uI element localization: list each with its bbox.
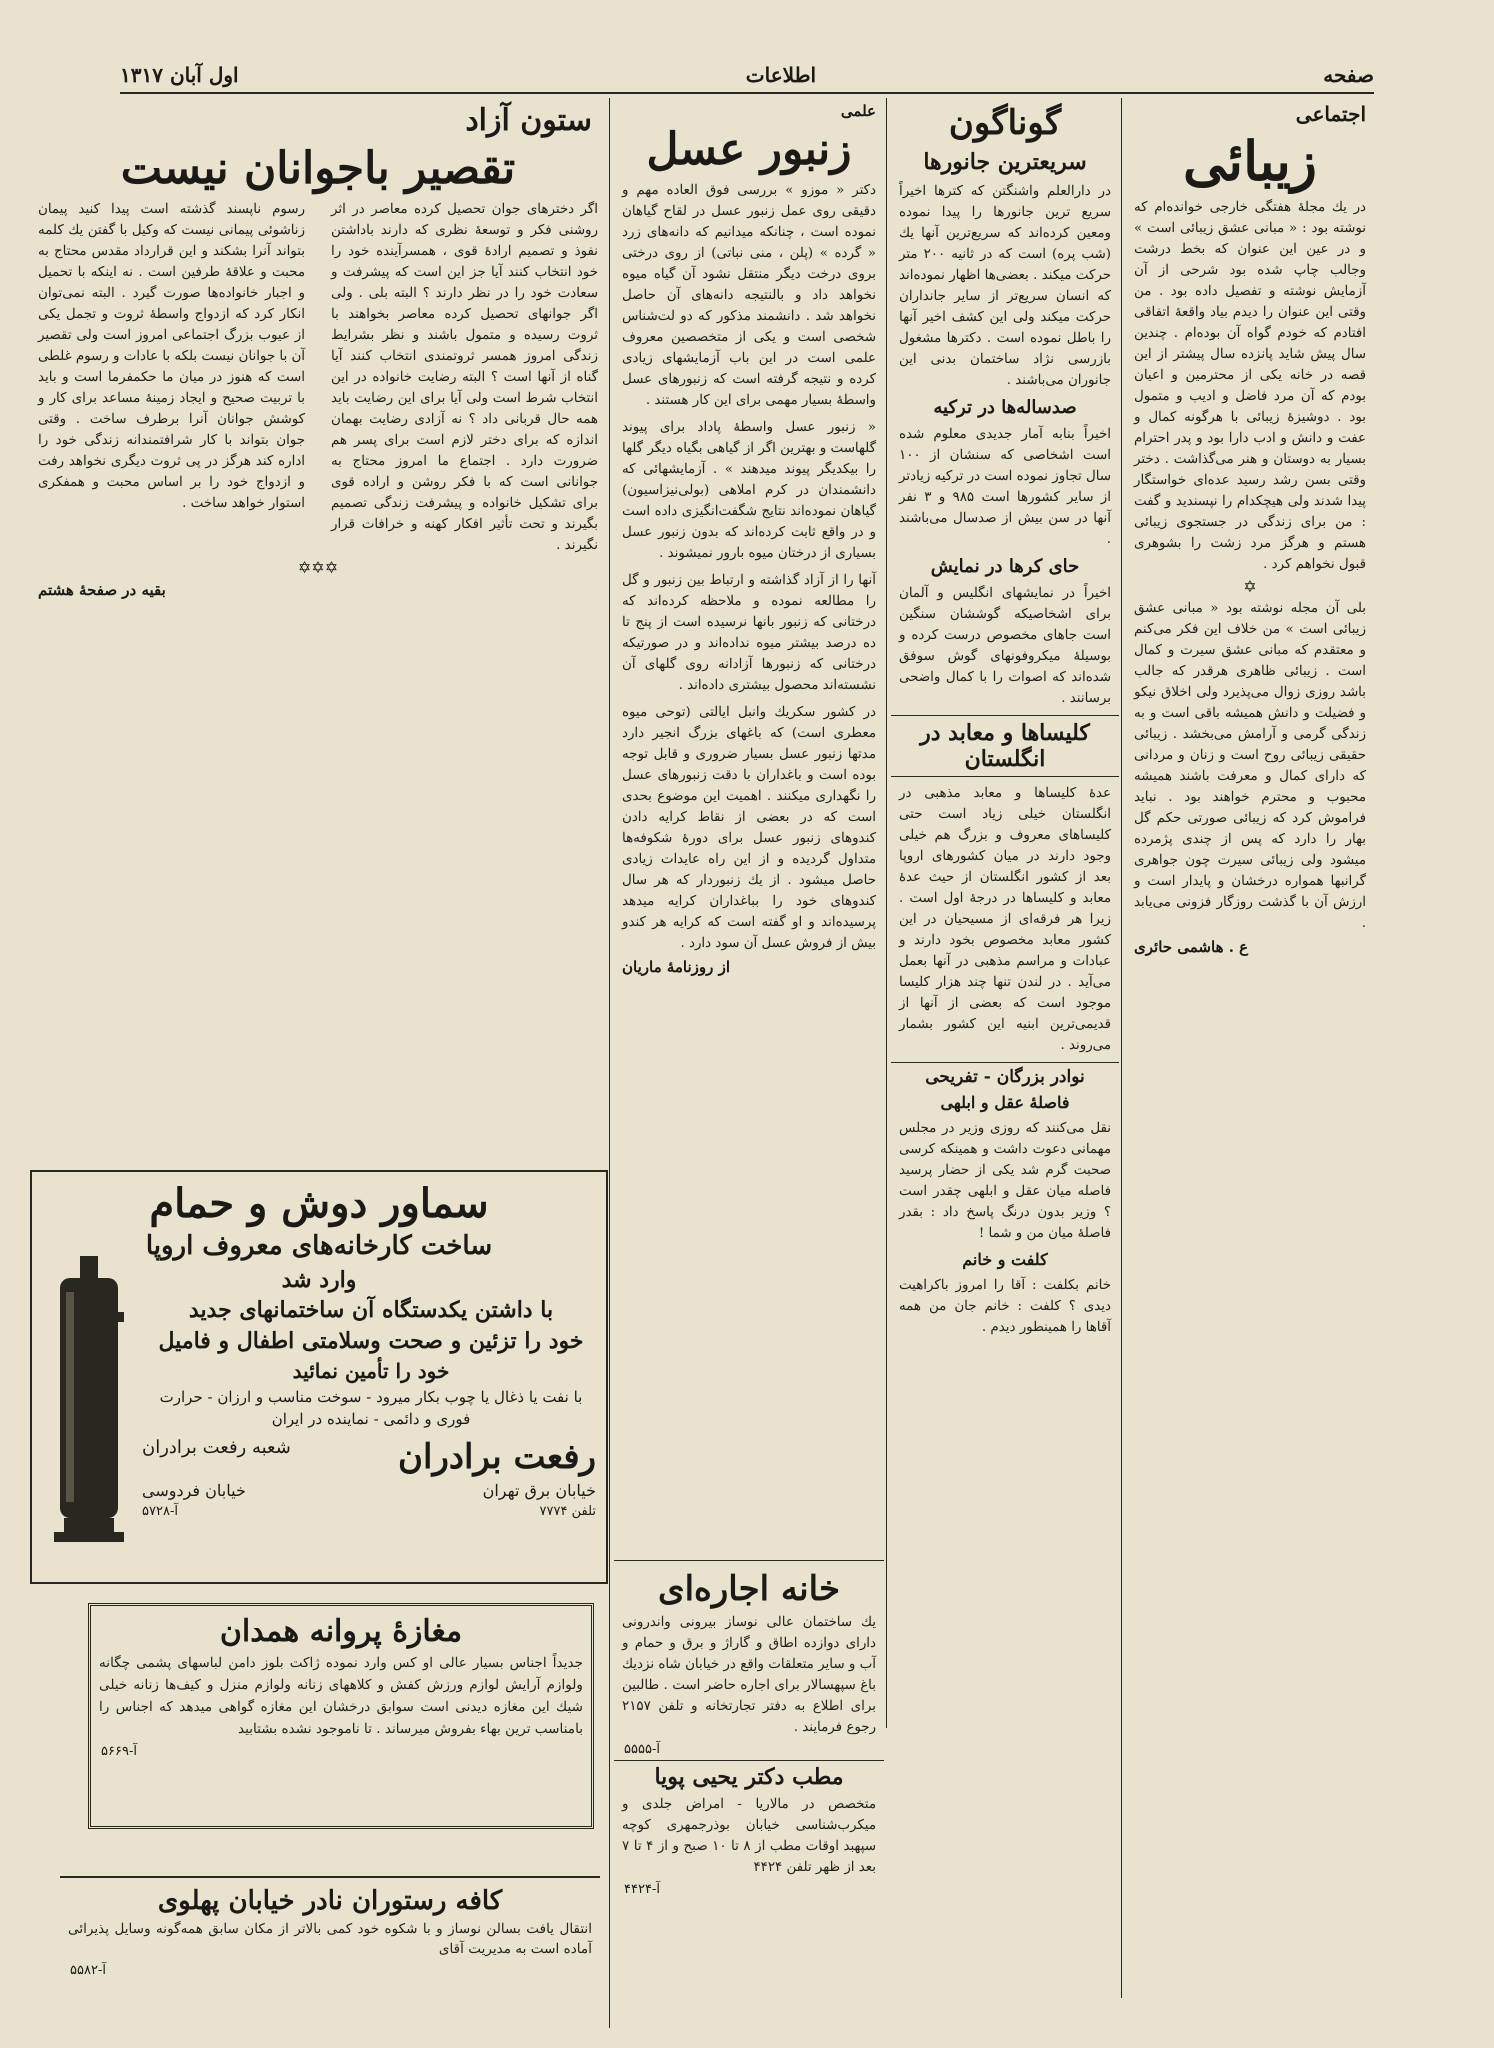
article-title: زنبور عسل: [646, 124, 852, 175]
article-body: عدهٔ كلیساها و معابد مذهبی در انگلستان خیلی زیاد است حتی كلیساهای معروف و بزرگ هم خیلی وجود دارند در میان كشورهای اروپا بعد از كشور انگلستان از حیث عدهٔ معابد و كلیساها در درجهٔ اول است . زیرا هر فرقه‌ای از مسیحیان در این كشور معابد مخصوص بخود دارند و عبادات و مراسم مذهبی در آنها بعمل می‌آید . در لندن تنها چند هزار كلیسا موجود است كه بعضی از آنها از قدیمی‌ترین ابنیه این كشور بشمار می‌روند .: [899, 786, 1111, 1054]
ad-code: آ-۵۶۶۹: [101, 1744, 137, 1759]
article-body: « زنبور عسل واسطهٔ پاداد برای پیوند گلهاست و بهترین اگر از گیاهی بگیاه دیگر گلها را بیكدیگر پیوند میدهند » . آزمایشهائی كه دانشمندان در كرم املاهی (بولی‌نیزاسیون) گیاهان نموده‌اند نتایج شگفت‌انگیزی داده است و در واقع ثابت كرده‌اند كه بدون زنبور عسل بسیاری از درختان میوه بارور نمیشوند .: [622, 420, 876, 562]
ad-line: خود را تأمین نمائید: [292, 1358, 450, 1383]
subheading: صدساله‌ها در تركیه: [933, 397, 1077, 419]
ad-clinic: [614, 1760, 884, 1897]
column-science: [614, 98, 884, 1568]
ornament: ✡: [1243, 577, 1257, 597]
page-label: صفحه: [1323, 63, 1374, 87]
address: خیابان برق تهران: [482, 1480, 596, 1500]
continued-note: بقیه در صفحهٔ هشتم: [38, 580, 166, 599]
article-body: اخیراً بنابه آمار جدیدی معلوم شده است اشخاصی كه سنشان از ۱۰۰ سال تجاوز نموده است در تركیه زیادتر از سایر كشورها است ۹۸۵ و ۳ نفر آنها در سن بیش از صدسال می‌باشند .: [899, 427, 1111, 548]
brand-name: رفعت برادران: [398, 1436, 596, 1477]
article-title: سریعترین جانورها: [923, 149, 1087, 176]
article-body: نقل می‌كنند كه روزی وزیر در مجلس مهمانی دعوت داشت و همینكه كرسی صحبت گرم شد یكی از حضار پرسید فاصله میان عقل و ابلهی چقدر است ؟ وزیر بدون درنگ پاسخ داد : بقدر فاصلهٔ میان من و شما !: [899, 1121, 1111, 1242]
ad-cafe: [60, 1876, 600, 1988]
article-body: بلی آن مجله نوشته بود « مبانی عشق زیبائی است » من خلاف این فكر می‌كنم و معتقدم كه مبانی عشق سیرت و كمال است . زیبائی ظاهری هرقدر كه جالب باشد روزی زوال می‌پذیرد ولی اخلاق نیكو و فضیلت و دانش همیشه باقی است و به زندگی گرمی و آرامش می‌بخشد . زیبائی حقیقی زیبائی روح است و زنان و مردانی كه دارای كمال و معرفت باشند همیشه محبوب و محترم خواهند بود . نباید فراموش كرد كه زیبائی صورتی حكم گل بهار را دارد كه پس از چندی پژمرده میشود ولی زیبائی سیرت چون جواهری گرانبها همواره درخشان و پایدار است و ارزش آن با گذشت روزگار فزونی می‌یابد .: [1134, 601, 1366, 932]
branch-name: شعبه رفعت برادران: [142, 1436, 291, 1458]
ad-body: جدیداً اجناس بسیار عالی او كس وارد نموده ژاكت بلوز دامن لباسهای پشمی چگانه ولوازم آرایش لوازم ورزش كفش و كلاههای زنانه ولوازم منزل و كیف‌ها زنانه خیلی شیك این مغازه دیدنی است سوابق درخشان این مغازه گواهی میدهد كه اجناس را بامناسب ترین بهاء بفروش میرساند . تا ناموجود نشده بشتابید: [99, 1655, 583, 1737]
article-title: زیبائی: [1183, 129, 1317, 193]
subheading: كلیساها و معابد در انگلستان: [891, 715, 1119, 777]
ad-headline: خانه اجاره‌ای: [657, 1569, 841, 1609]
article-body-right: اگر دخترهای جوان تحصیل كرده معاصر در اثر روشنی فكر و توسعهٔ نظری كه دارند باداشتن نفوذ و تصمیم ارادهٔ قوی ، همسرآینده خود را خود انتخاب كنند آیا جز این است كه پیشرفت و سعادت خود را در نظر دارند ؟ البته بلی . ولی اگر جوانهای تحصیل كرده معاصر بخواهند با ثروت رسیده و متمول باشند و نظر بشرایط زندگی امروز همسر ثروتمندی انتخاب كنند آیا گناه از آنها است ؟ البته رضایت خانواده در این انتخاب شرط است ولی آیا برای این رضایت باید همه حال قربانی داد ؟ نه آزادی رضایت بهمان اندازه كه برای دختر لازم است برای پسر هم ضرورت دارد . اجتماع ما امروز محتاج به جوانانی است كه با فكر روشن و اراده قوی برای تشكیل خانواده و پیشرفت زندگی تصمیم بگیرند و تحت تأثیر افكار كهنه و خرافات قرار نگیرند .: [331, 201, 598, 553]
ad-house-rent: [614, 1560, 884, 1757]
ad-code: آ-۵۵۸۲: [70, 1963, 106, 1979]
section-kicker: ستون آزاد: [465, 103, 592, 138]
ad-code: آ-۵۵۵۵: [624, 1741, 660, 1757]
ad-headline: كافه رستوران نادر خیابان پهلوی: [157, 1886, 503, 1916]
ornament: ✡✡✡: [297, 557, 339, 577]
section-kicker: اجتماعی: [1295, 102, 1366, 126]
column-social: [1126, 98, 1374, 1998]
ad-line: خود را تزئین و صحت وسلامتی اطفال و فامیل: [158, 1327, 584, 1354]
source-note: از روزنامهٔ ماریان: [622, 958, 731, 977]
ad-subheadline: ساخت كارخانه‌های معروف اروپا: [145, 1231, 493, 1261]
ad-store: [88, 1603, 594, 1829]
ad-body: یك ساختمان عالی نوساز بیرونی واندرونی دارای دوازده اطاق و گاراژ و برق و حمام و آب و سایر متعلقات واقع در خیابان شاه نزدیك باغ سپهسالار برای اجاره حاضر است . طالبین برای اطلاع به دفتر تجارتخانه و تلفن ۲۱۵۷ رجوع فرمایند .: [622, 1614, 876, 1735]
ad-samovar: [30, 1170, 608, 1584]
column-rule: [886, 98, 887, 1728]
ad-contact-row: [142, 1504, 596, 1519]
ad-details: با نفت یا ذغال یا چوب بكار میرود - سوخت مناسب و ارزان - حرارت فوری و دائمی - نماینده در ایران: [159, 1387, 583, 1429]
article-body: در كشور سكریك وانبل ایالتی (توحی میوه معطری است) كه باغهای بزرگ انجیر دارد مدتها زنبور عسل بسیار ضروری و قابل توجه بوده است و باغداران با دقت زنبورهای عسل را نگهداری میكنند . اهمیت این موضوع بحدی است كه در بعضی از نقاط كرایه دادن كندوهای زنبور عسل برای دورهٔ شكوفه‌ها متداول گردیده و از این راه عایدات زیادی حاصل میشود . از یك زنبوردار كه هر سال كندوهای خود را بباغداران كرایه میدهد پرسیده‌اند و او گفته است كه كرایه هر كندو بیش از فروش عسل آن سود دارد .: [622, 705, 876, 952]
ad-code: آ-۴۴۲۴: [624, 1881, 660, 1897]
ad-address-row: [142, 1481, 596, 1500]
subheading: فاصلهٔ عقل و ابلهی: [940, 1093, 1070, 1113]
column-rule: [1121, 98, 1122, 1998]
ad-code: آ-۵۷۲۸: [142, 1503, 178, 1519]
column-free: [30, 98, 606, 1168]
paper-name: اطلاعات: [745, 63, 817, 87]
masthead: [120, 58, 1374, 94]
samovar-illustration: [50, 1252, 128, 1552]
article-body: در دارالعلم واشنگتن كه كترها اخیراً سریع ترین جانورها را پیدا نموده ومعین كرده‌اند كه سریع‌ترین آنها یك (شب پره) است كه در ثانیه ۲۰۰ متر حركت میكند . بعضی‌ها اظهار نموده‌اند كه انسان سریع‌تر از سایر جانداران حركت میكند ولی این كشف اخیر آنها را باطل نموده است . دكترها مشغول بازرسی نژاد ساختمان بدنی این جانوران می‌باشند .: [899, 184, 1111, 389]
ad-line: با داشتن یكدستگاه آن ساختمانهای جدید: [188, 1297, 554, 1324]
article-body: دكتر « موزو » بررسی فوق العاده مهم و دقیقی روی عمل زنبور عسل در لقاح گیاهان نموده است ، چنانكه میدانیم كه دانه‌های زرد « گرده » (پلن ، منی نباتی) از روی درختی بروی درخت دیگر منتقل نشود آن گیاه میوه نخواهد داد و بالنتیجه دانه‌های آن حاصل نخواهد شد . دانشمند مذكور كه دو لت‌شناس شخصی است و یكی از متخصصین معروف علمی است در این باب آزمایشهای زیادی كرده و نتیجه گرفته است كه زنبورهای عسل واسطهٔ بسیار مهمی برای این كار هستند .: [622, 183, 876, 409]
ad-headline: مغازهٔ پروانه همدان: [219, 1614, 463, 1649]
subheading: كلفت و خانم: [962, 1250, 1048, 1270]
ad-body: متخصص در مالاریا - امراض جلدی و میكرب‌شناسی خیابان بوذرجمهری كوچه سپهبد اوقات مطب از ۸ تا ۱۰ صبح و از ۴ تا ۷ بعد از ظهر تلفن ۴۴۲۴: [622, 1796, 876, 1875]
column-rule: [609, 98, 610, 2028]
issue-date: اول آبان ۱۳۱۷: [120, 63, 239, 87]
article-body: اخیراً در نمایشهای انگلیس و آلمان برای اشخاصیكه گوششان سنگین است جاهای مخصوص درست كرده و بوسیلهٔ میكروفونهای گوش سوفق شده‌اند كه اصوات را با كمال واضحی برسانند .: [899, 586, 1111, 707]
author-signature: ع . هاشمی حائری: [1134, 938, 1249, 957]
article-body: آنها را از آزاد گذاشته و ارتباط بین زنبور و گل را مطالعه نموده و ملاحظه كرده‌اند كه درختانی كه زنبور بانها نرسیده است از پنج تا ده درصد بیشتر میوه نداده‌اند و در صورتیكه درختانی كه زنبورها آزادانه روی گلهای آن نشسته‌اند محصول بیشتری داده‌اند .: [622, 573, 876, 694]
article-body: خانم بكلفت : آقا را امروز باكراهیت دیدی ؟ كلفت : خانم جان من همه آقاها را همینطور دیدم .: [899, 1278, 1111, 1336]
address: خیابان فردوسی: [142, 1480, 246, 1500]
subheading: نوادر بزرگان - تفریحی: [891, 1062, 1119, 1087]
ad-body: انتقال یافت بسالن نوساز و با شكوه خود كمی بالاتر از مكان سابق همه‌گونه وسایل پذیرائی آماده است به مدیریت آقای: [68, 1921, 592, 1958]
two-column-body: [30, 199, 606, 556]
ad-headline: مطب دكتر یحیی پویا: [654, 1764, 844, 1790]
section-kicker: علمی: [840, 102, 876, 120]
ad-brand-row: [142, 1437, 596, 1477]
section-kicker: گوناگون: [948, 103, 1062, 143]
ad-line: وارد شد: [281, 1266, 357, 1293]
ad-headline: سماور دوش و حمام: [149, 1180, 489, 1227]
phone: تلفن ۷۷۷۴: [539, 1503, 596, 1519]
article-body-left: رسوم ناپسند گذشته است پیدا كنید پیمان زناشوئی پیمانی نیست كه وكیل با گفتن یك كلمه بتواند آنرا بشكند و این قرارداد مقدس محتاج به محبت و علاقهٔ طرفین است . نه اینكه با تحمیل و اجبار خانواده‌ها صورت گیرد . البته نمی‌توان انكار كرد كه ازدواج واسطهٔ ثروت و تجمل یكی از عیوب بزرگ اجتماعی امروز است ولی تقصیر آن با جوانان نیست بلكه با عادات و رسوم غلطی است كه هنوز در میان ما حكمفرما است و باید با تربیت صحیح و ایجاد زمینهٔ مساعد برای كار و كوشش جوانان آنرا برطرف ساخت . وقتی جوان بتواند با كار شرافتمندانه زندگی خود را اداره كند هرگز در پی ثروت دیگری نخواهد رفت و ازدواج خود را بر اساس محبت و همفكری استوار خواهد ساخت .: [38, 201, 305, 511]
article-title: تقصیر باجوانان نیست: [120, 142, 516, 194]
subheading: حای كرها در نمایش: [930, 556, 1080, 578]
article-body: در یك مجلهٔ هفتگی خارجی خوانده‌ام كه نوشته بود : « مبانی عشق زیبائی است » و در عین این عنوان كه بخط درشت وجالب چاپ شده بود شرحی از آن آزمایش نوشته و تفصیل داده بود . من وقتی این عنوان را دیدم بیاد واقعهٔ اتفاقی افتادم كه خودم گواه آن بوده‌ام . چندین سال پیش شاید پانزده سال پیشتر از این قصه در خانه یكی از محترمین و اعیان بودم كه آن مرد فاضل و ادیب و متمول بود . دوشیزهٔ زیبائی با هرگونه كمال و عفت و دانش و ادب دارا بود و پدر احترام بسیار به دوستان و هنر می‌گذاشت . دختر وقتی بسن رشد رسید عده‌ای خواستگار پیدا شدند ولی هیچكدام را نپسندید و گفت : من برای زندگی در جستجوی زیبائی هستم و هرگز مرد زشت را بشوهری قبول نخواهم كرد .: [1134, 200, 1366, 573]
column-misc: [891, 98, 1119, 1998]
